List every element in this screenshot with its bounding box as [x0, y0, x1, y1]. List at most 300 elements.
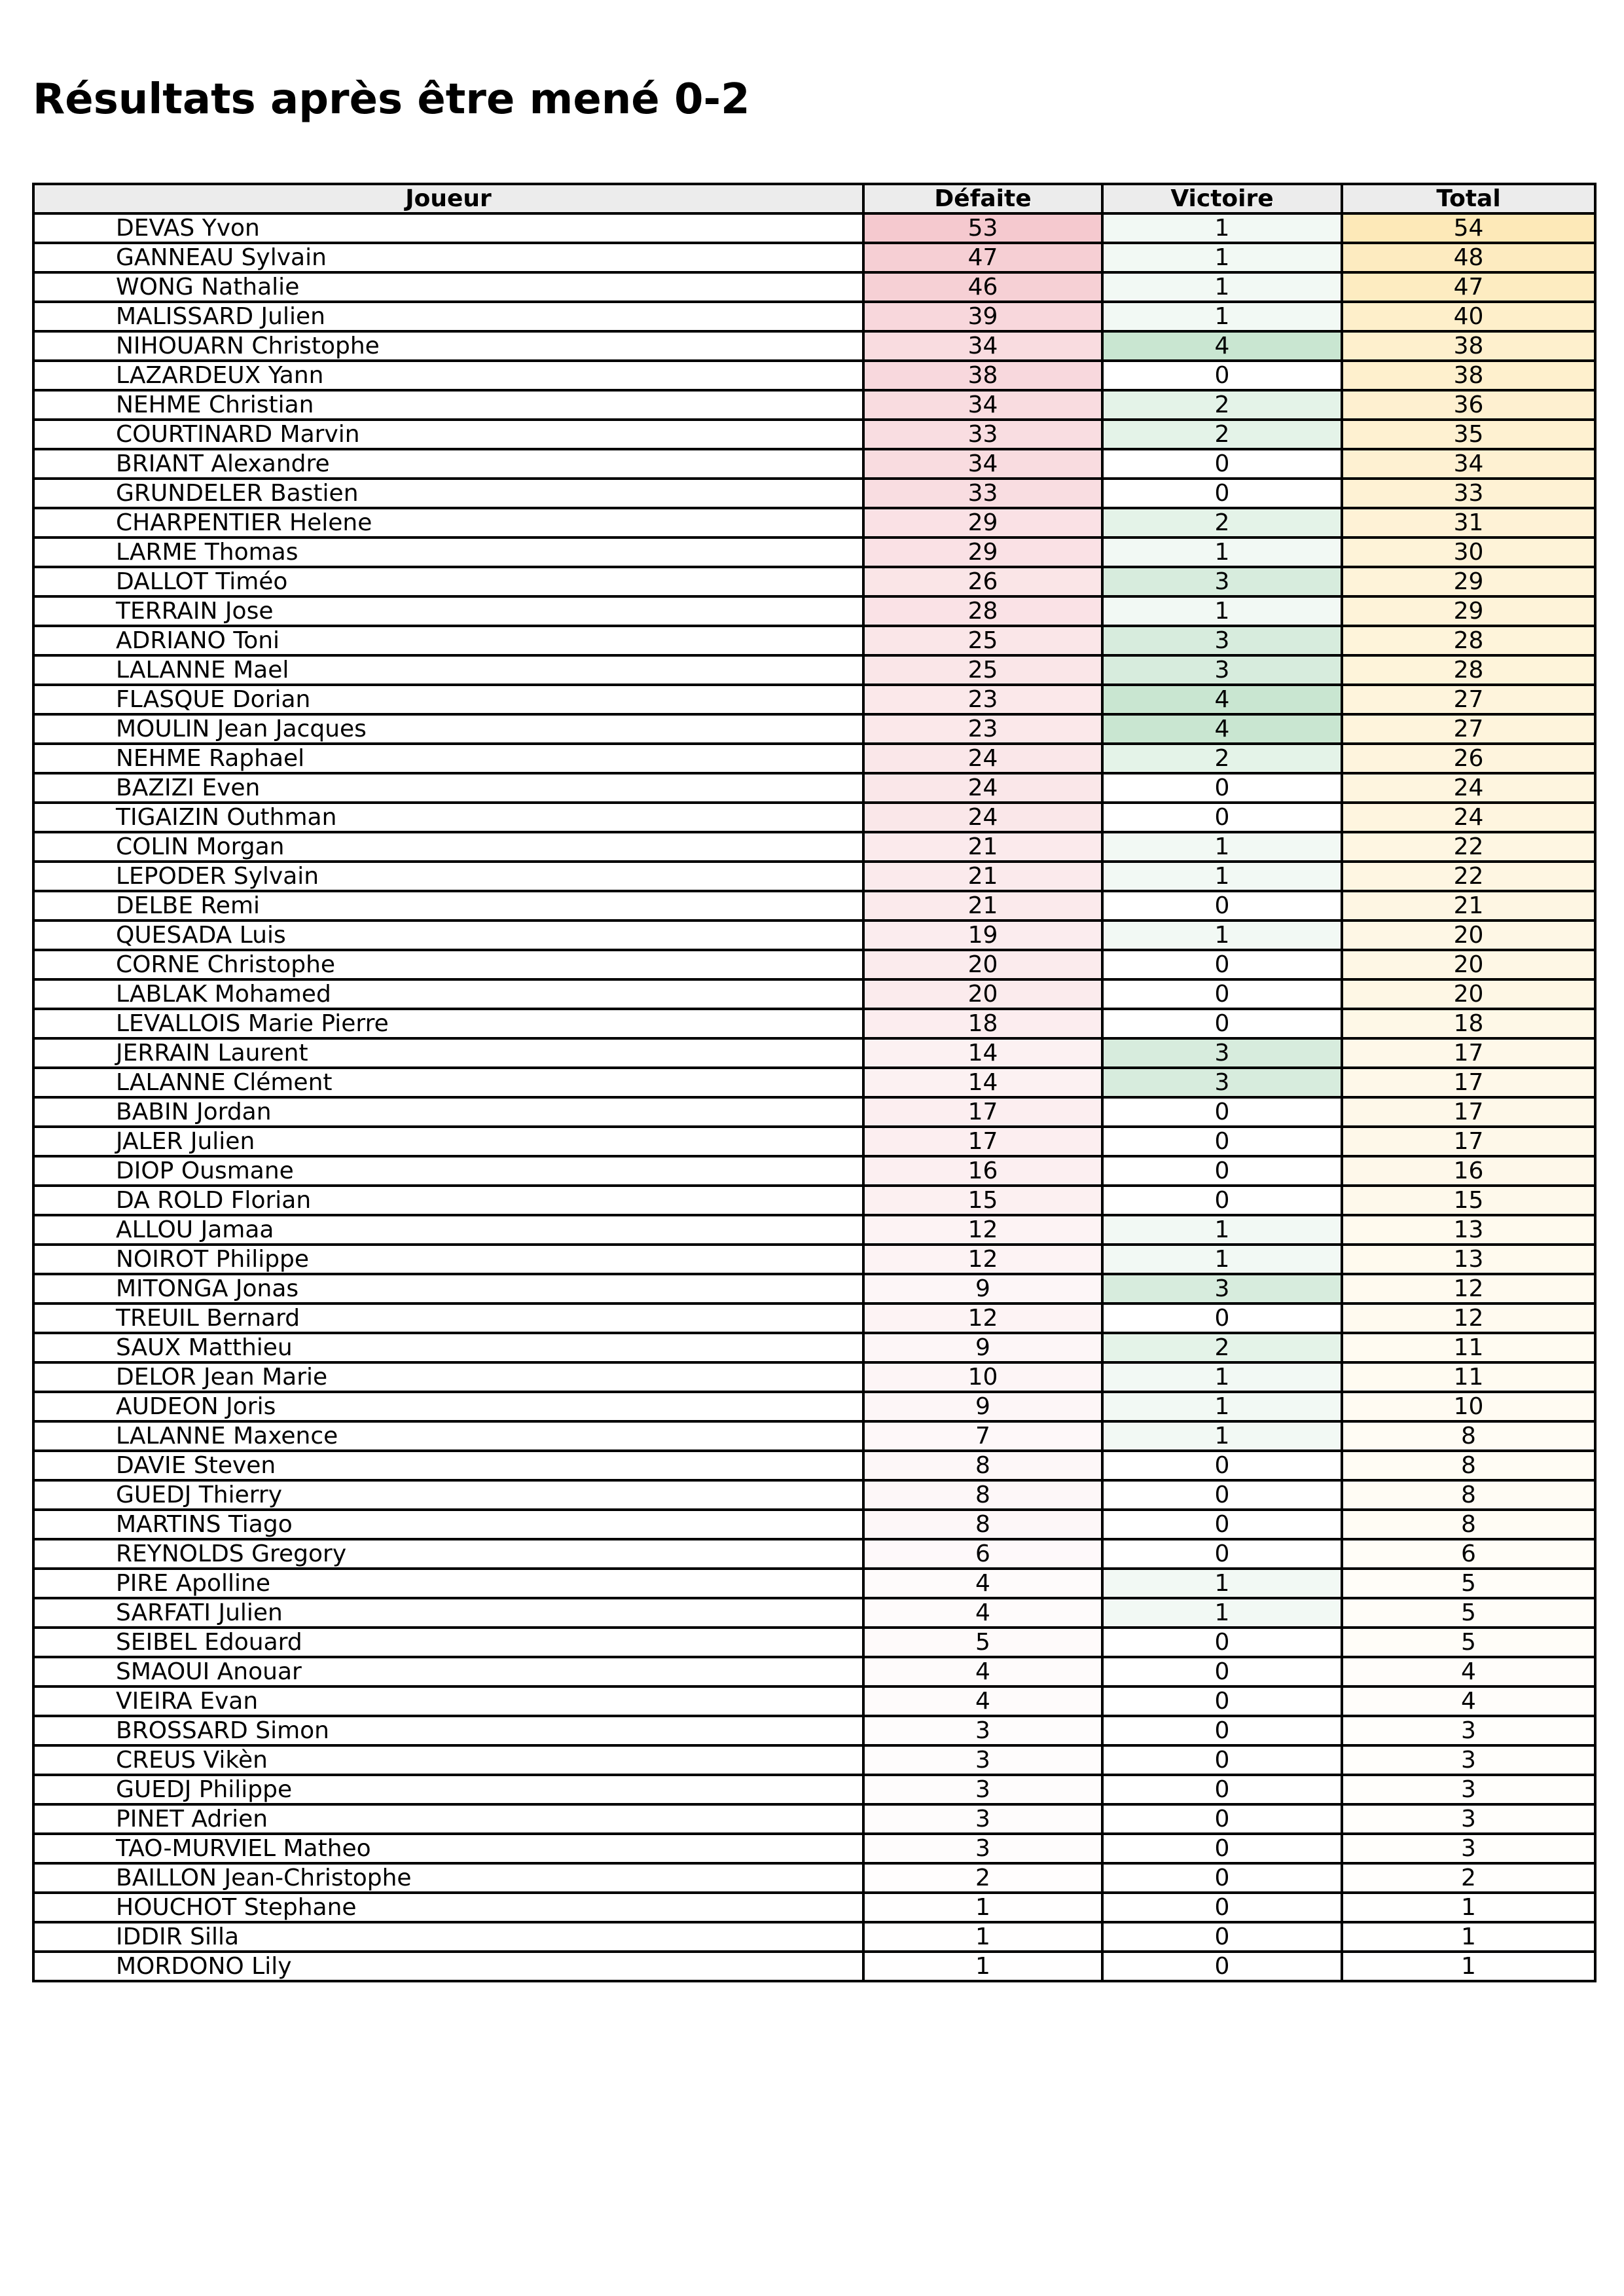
- table-row: [33, 862, 1595, 891]
- total-cell: 3: [1342, 1716, 1595, 1745]
- table-row: [33, 1480, 1595, 1510]
- defaite-cell: 4: [863, 1598, 1102, 1628]
- victoire-cell: 2: [1102, 390, 1342, 420]
- defaite-cell: 14: [863, 1068, 1102, 1097]
- victoire-cell: 0: [1102, 479, 1342, 508]
- victoire-cell: 3: [1102, 1274, 1342, 1303]
- victoire-cell: 2: [1102, 1333, 1342, 1362]
- victoire-cell: 0: [1102, 803, 1342, 832]
- defaite-cell: 24: [863, 773, 1102, 803]
- total-cell: 8: [1342, 1510, 1595, 1539]
- table-row: [33, 1686, 1595, 1716]
- total-cell: 17: [1342, 1068, 1595, 1097]
- victoire-cell: 4: [1102, 685, 1342, 714]
- table-row: [33, 1303, 1595, 1333]
- player-name-cell: ALLOU Jamaa: [33, 1215, 863, 1245]
- victoire-cell: 0: [1102, 361, 1342, 390]
- table-row: [33, 1510, 1595, 1539]
- table-row: [33, 1952, 1595, 1981]
- victoire-cell: 1: [1102, 596, 1342, 626]
- defaite-cell: 24: [863, 744, 1102, 773]
- table-row: [33, 479, 1595, 508]
- victoire-cell: 0: [1102, 773, 1342, 803]
- player-name-cell: GUEDJ Philippe: [33, 1775, 863, 1804]
- victoire-cell: 0: [1102, 1863, 1342, 1893]
- total-cell: 4: [1342, 1686, 1595, 1716]
- defaite-cell: 9: [863, 1333, 1102, 1362]
- defaite-cell: 14: [863, 1038, 1102, 1068]
- total-cell: 28: [1342, 626, 1595, 655]
- table-row: [33, 1038, 1595, 1068]
- defaite-cell: 1: [863, 1952, 1102, 1981]
- player-name-cell: DA ROLD Florian: [33, 1186, 863, 1215]
- table-row: [33, 1068, 1595, 1097]
- player-name-cell: DELBE Remi: [33, 891, 863, 920]
- defaite-cell: 19: [863, 920, 1102, 950]
- total-cell: 8: [1342, 1480, 1595, 1510]
- victoire-cell: 1: [1102, 920, 1342, 950]
- player-name-cell: LEVALLOIS Marie Pierre: [33, 1009, 863, 1038]
- player-name-cell: BAZIZI Even: [33, 773, 863, 803]
- player-name-cell: PIRE Apolline: [33, 1569, 863, 1598]
- total-cell: 30: [1342, 538, 1595, 567]
- table-header: [33, 184, 1595, 213]
- total-cell: 15: [1342, 1186, 1595, 1215]
- total-cell: 40: [1342, 302, 1595, 331]
- total-cell: 1: [1342, 1922, 1595, 1952]
- total-cell: 5: [1342, 1569, 1595, 1598]
- victoire-cell: 0: [1102, 1952, 1342, 1981]
- defaite-cell: 4: [863, 1569, 1102, 1598]
- defaite-cell: 12: [863, 1215, 1102, 1245]
- total-cell: 29: [1342, 567, 1595, 596]
- defaite-cell: 3: [863, 1775, 1102, 1804]
- total-cell: 5: [1342, 1628, 1595, 1657]
- total-cell: 22: [1342, 832, 1595, 862]
- victoire-cell: 1: [1102, 1598, 1342, 1628]
- victoire-cell: 0: [1102, 891, 1342, 920]
- defaite-cell: 16: [863, 1156, 1102, 1186]
- total-cell: 34: [1342, 449, 1595, 479]
- table-row: [33, 1245, 1595, 1274]
- player-name-cell: BAILLON Jean-Christophe: [33, 1863, 863, 1893]
- defaite-cell: 23: [863, 714, 1102, 744]
- victoire-cell: 0: [1102, 1127, 1342, 1156]
- player-name-cell: MALISSARD Julien: [33, 302, 863, 331]
- defaite-cell: 1: [863, 1893, 1102, 1922]
- total-cell: 38: [1342, 361, 1595, 390]
- defaite-cell: 33: [863, 479, 1102, 508]
- total-cell: 36: [1342, 390, 1595, 420]
- total-cell: 16: [1342, 1156, 1595, 1186]
- player-name-cell: QUESADA Luis: [33, 920, 863, 950]
- victoire-cell: 0: [1102, 1303, 1342, 1333]
- player-name-cell: BROSSARD Simon: [33, 1716, 863, 1745]
- table-row: [33, 1863, 1595, 1893]
- table-row: [33, 1333, 1595, 1362]
- victoire-cell: 0: [1102, 1156, 1342, 1186]
- defaite-cell: 25: [863, 626, 1102, 655]
- table-body: [33, 213, 1595, 1981]
- header-total: Total: [1342, 184, 1595, 213]
- player-name-cell: LAZARDEUX Yann: [33, 361, 863, 390]
- player-name-cell: HOUCHOT Stephane: [33, 1893, 863, 1922]
- victoire-cell: 0: [1102, 1539, 1342, 1569]
- table-row: [33, 626, 1595, 655]
- defaite-cell: 3: [863, 1834, 1102, 1863]
- total-cell: 13: [1342, 1215, 1595, 1245]
- victoire-cell: 0: [1102, 1775, 1342, 1804]
- victoire-cell: 1: [1102, 538, 1342, 567]
- player-name-cell: REYNOLDS Gregory: [33, 1539, 863, 1569]
- player-name-cell: MITONGA Jonas: [33, 1274, 863, 1303]
- defaite-cell: 39: [863, 302, 1102, 331]
- total-cell: 22: [1342, 862, 1595, 891]
- defaite-cell: 17: [863, 1097, 1102, 1127]
- defaite-cell: 12: [863, 1303, 1102, 1333]
- table-row: [33, 714, 1595, 744]
- player-name-cell: SEIBEL Edouard: [33, 1628, 863, 1657]
- defaite-cell: 3: [863, 1804, 1102, 1834]
- victoire-cell: 1: [1102, 1215, 1342, 1245]
- total-cell: 5: [1342, 1598, 1595, 1628]
- victoire-cell: 0: [1102, 1834, 1342, 1863]
- table-row: [33, 331, 1595, 361]
- total-cell: 12: [1342, 1303, 1595, 1333]
- victoire-cell: 1: [1102, 302, 1342, 331]
- player-name-cell: TERRAIN Jose: [33, 596, 863, 626]
- player-name-cell: IDDIR Silla: [33, 1922, 863, 1952]
- victoire-cell: 0: [1102, 449, 1342, 479]
- player-name-cell: NIHOUARN Christophe: [33, 331, 863, 361]
- table-row: [33, 390, 1595, 420]
- player-name-cell: LALANNE Mael: [33, 655, 863, 685]
- table-row: [33, 449, 1595, 479]
- table-row: [33, 950, 1595, 979]
- defaite-cell: 9: [863, 1392, 1102, 1421]
- defaite-cell: 3: [863, 1716, 1102, 1745]
- player-name-cell: TIGAIZIN Outhman: [33, 803, 863, 832]
- total-cell: 6: [1342, 1539, 1595, 1569]
- defaite-cell: 53: [863, 213, 1102, 243]
- player-name-cell: BABIN Jordan: [33, 1097, 863, 1127]
- table-row: [33, 773, 1595, 803]
- total-cell: 8: [1342, 1421, 1595, 1451]
- defaite-cell: 29: [863, 508, 1102, 538]
- defaite-cell: 20: [863, 979, 1102, 1009]
- total-cell: 24: [1342, 803, 1595, 832]
- victoire-cell: 0: [1102, 1922, 1342, 1952]
- player-name-cell: JALER Julien: [33, 1127, 863, 1156]
- total-cell: 3: [1342, 1775, 1595, 1804]
- table-row: [33, 1097, 1595, 1127]
- victoire-cell: 0: [1102, 1804, 1342, 1834]
- victoire-cell: 0: [1102, 1686, 1342, 1716]
- player-name-cell: ADRIANO Toni: [33, 626, 863, 655]
- player-name-cell: LARME Thomas: [33, 538, 863, 567]
- total-cell: 27: [1342, 685, 1595, 714]
- defaite-cell: 6: [863, 1539, 1102, 1569]
- victoire-cell: 0: [1102, 1480, 1342, 1510]
- victoire-cell: 1: [1102, 1245, 1342, 1274]
- defaite-cell: 18: [863, 1009, 1102, 1038]
- table-row: [33, 1451, 1595, 1480]
- total-cell: 24: [1342, 773, 1595, 803]
- defaite-cell: 34: [863, 331, 1102, 361]
- player-name-cell: GUEDJ Thierry: [33, 1480, 863, 1510]
- table-row: [33, 1392, 1595, 1421]
- total-cell: 1: [1342, 1893, 1595, 1922]
- player-name-cell: CHARPENTIER Helene: [33, 508, 863, 538]
- victoire-cell: 3: [1102, 1038, 1342, 1068]
- defaite-cell: 26: [863, 567, 1102, 596]
- defaite-cell: 1: [863, 1922, 1102, 1952]
- table-row: [33, 1127, 1595, 1156]
- table-row: [33, 1362, 1595, 1392]
- victoire-cell: 1: [1102, 862, 1342, 891]
- table-row: [33, 1156, 1595, 1186]
- table-row: [33, 920, 1595, 950]
- total-cell: 47: [1342, 272, 1595, 302]
- defaite-cell: 17: [863, 1127, 1102, 1156]
- table-row: [33, 538, 1595, 567]
- total-cell: 48: [1342, 243, 1595, 272]
- table-row: [33, 1804, 1595, 1834]
- total-cell: 20: [1342, 979, 1595, 1009]
- victoire-cell: 1: [1102, 832, 1342, 862]
- defaite-cell: 2: [863, 1863, 1102, 1893]
- player-name-cell: NEHME Christian: [33, 390, 863, 420]
- player-name-cell: FLASQUE Dorian: [33, 685, 863, 714]
- player-name-cell: CORNE Christophe: [33, 950, 863, 979]
- defaite-cell: 46: [863, 272, 1102, 302]
- victoire-cell: 1: [1102, 1421, 1342, 1451]
- total-cell: 21: [1342, 891, 1595, 920]
- total-cell: 31: [1342, 508, 1595, 538]
- total-cell: 20: [1342, 950, 1595, 979]
- total-cell: 8: [1342, 1451, 1595, 1480]
- total-cell: 38: [1342, 331, 1595, 361]
- player-name-cell: MORDONO Lily: [33, 1952, 863, 1981]
- total-cell: 13: [1342, 1245, 1595, 1274]
- victoire-cell: 1: [1102, 1362, 1342, 1392]
- total-cell: 17: [1342, 1097, 1595, 1127]
- total-cell: 28: [1342, 655, 1595, 685]
- player-name-cell: LALANNE Maxence: [33, 1421, 863, 1451]
- header-row: [33, 184, 1595, 213]
- victoire-cell: 0: [1102, 950, 1342, 979]
- victoire-cell: 0: [1102, 979, 1342, 1009]
- player-name-cell: JERRAIN Laurent: [33, 1038, 863, 1068]
- table-row: [33, 1628, 1595, 1657]
- table-row: [33, 1274, 1595, 1303]
- total-cell: 3: [1342, 1745, 1595, 1775]
- defaite-cell: 15: [863, 1186, 1102, 1215]
- total-cell: 18: [1342, 1009, 1595, 1038]
- defaite-cell: 20: [863, 950, 1102, 979]
- player-name-cell: COLIN Morgan: [33, 832, 863, 862]
- player-name-cell: SMAOUI Anouar: [33, 1657, 863, 1686]
- victoire-cell: 2: [1102, 420, 1342, 449]
- total-cell: 29: [1342, 596, 1595, 626]
- total-cell: 11: [1342, 1362, 1595, 1392]
- player-name-cell: SAUX Matthieu: [33, 1333, 863, 1362]
- player-name-cell: DELOR Jean Marie: [33, 1362, 863, 1392]
- player-name-cell: LEPODER Sylvain: [33, 862, 863, 891]
- player-name-cell: MOULIN Jean Jacques: [33, 714, 863, 744]
- defaite-cell: 4: [863, 1686, 1102, 1716]
- player-name-cell: GRUNDELER Bastien: [33, 479, 863, 508]
- table-row: [33, 596, 1595, 626]
- table-row: [33, 361, 1595, 390]
- player-name-cell: NOIROT Philippe: [33, 1245, 863, 1274]
- defaite-cell: 28: [863, 596, 1102, 626]
- table-row: [33, 1893, 1595, 1922]
- victoire-cell: 0: [1102, 1628, 1342, 1657]
- table-row: [33, 1922, 1595, 1952]
- table-row: [33, 891, 1595, 920]
- defaite-cell: 8: [863, 1510, 1102, 1539]
- player-name-cell: BRIANT Alexandre: [33, 449, 863, 479]
- player-name-cell: AUDEON Joris: [33, 1392, 863, 1421]
- header-victoire: Victoire: [1102, 184, 1342, 213]
- player-name-cell: MARTINS Tiago: [33, 1510, 863, 1539]
- table-row: [33, 1598, 1595, 1628]
- victoire-cell: 0: [1102, 1186, 1342, 1215]
- defaite-cell: 4: [863, 1657, 1102, 1686]
- table-row: [33, 1009, 1595, 1038]
- table-row: [33, 744, 1595, 773]
- total-cell: 17: [1342, 1127, 1595, 1156]
- defaite-cell: 25: [863, 655, 1102, 685]
- table-row: [33, 508, 1595, 538]
- player-name-cell: COURTINARD Marvin: [33, 420, 863, 449]
- victoire-cell: 2: [1102, 508, 1342, 538]
- victoire-cell: 3: [1102, 655, 1342, 685]
- defaite-cell: 5: [863, 1628, 1102, 1657]
- victoire-cell: 0: [1102, 1009, 1342, 1038]
- table-row: [33, 1834, 1595, 1863]
- table-row: [33, 1421, 1595, 1451]
- victoire-cell: 1: [1102, 1392, 1342, 1421]
- victoire-cell: 0: [1102, 1893, 1342, 1922]
- defaite-cell: 38: [863, 361, 1102, 390]
- total-cell: 26: [1342, 744, 1595, 773]
- victoire-cell: 0: [1102, 1716, 1342, 1745]
- table-row: [33, 567, 1595, 596]
- table-row: [33, 1716, 1595, 1745]
- victoire-cell: 3: [1102, 1068, 1342, 1097]
- player-name-cell: TREUIL Bernard: [33, 1303, 863, 1333]
- player-name-cell: DALLOT Timéo: [33, 567, 863, 596]
- player-name-cell: PINET Adrien: [33, 1804, 863, 1834]
- table-row: [33, 1569, 1595, 1598]
- victoire-cell: 0: [1102, 1097, 1342, 1127]
- total-cell: 3: [1342, 1804, 1595, 1834]
- table-row: [33, 685, 1595, 714]
- defaite-cell: 33: [863, 420, 1102, 449]
- table-row: [33, 420, 1595, 449]
- page-title: Résultats après être mené 0-2: [33, 75, 750, 124]
- victoire-cell: 0: [1102, 1510, 1342, 1539]
- defaite-cell: 10: [863, 1362, 1102, 1392]
- defaite-cell: 29: [863, 538, 1102, 567]
- total-cell: 27: [1342, 714, 1595, 744]
- defaite-cell: 8: [863, 1480, 1102, 1510]
- player-name-cell: CREUS Vikèn: [33, 1745, 863, 1775]
- player-name-cell: TAO-MURVIEL Matheo: [33, 1834, 863, 1863]
- header-joueur: Joueur: [33, 184, 863, 213]
- total-cell: 54: [1342, 213, 1595, 243]
- player-name-cell: SARFATI Julien: [33, 1598, 863, 1628]
- table-row: [33, 243, 1595, 272]
- player-name-cell: VIEIRA Evan: [33, 1686, 863, 1716]
- defaite-cell: 21: [863, 862, 1102, 891]
- total-cell: 3: [1342, 1834, 1595, 1863]
- table-row: [33, 1745, 1595, 1775]
- table-row: [33, 1657, 1595, 1686]
- victoire-cell: 0: [1102, 1451, 1342, 1480]
- table-row: [33, 272, 1595, 302]
- table-row: [33, 213, 1595, 243]
- total-cell: 11: [1342, 1333, 1595, 1362]
- table-row: [33, 1186, 1595, 1215]
- total-cell: 17: [1342, 1038, 1595, 1068]
- table-row: [33, 302, 1595, 331]
- table-row: [33, 979, 1595, 1009]
- total-cell: 35: [1342, 420, 1595, 449]
- table-row: [33, 832, 1595, 862]
- total-cell: 20: [1342, 920, 1595, 950]
- player-name-cell: NEHME Raphael: [33, 744, 863, 773]
- total-cell: 2: [1342, 1863, 1595, 1893]
- victoire-cell: 0: [1102, 1745, 1342, 1775]
- total-cell: 4: [1342, 1657, 1595, 1686]
- header-defaite: Défaite: [863, 184, 1102, 213]
- table-row: [33, 1539, 1595, 1569]
- player-name-cell: GANNEAU Sylvain: [33, 243, 863, 272]
- results-table: [32, 183, 1597, 1982]
- victoire-cell: 3: [1102, 567, 1342, 596]
- victoire-cell: 1: [1102, 243, 1342, 272]
- victoire-cell: 4: [1102, 714, 1342, 744]
- victoire-cell: 1: [1102, 1569, 1342, 1598]
- player-name-cell: DEVAS Yvon: [33, 213, 863, 243]
- total-cell: 10: [1342, 1392, 1595, 1421]
- table-row: [33, 1775, 1595, 1804]
- defaite-cell: 21: [863, 891, 1102, 920]
- victoire-cell: 3: [1102, 626, 1342, 655]
- victoire-cell: 0: [1102, 1657, 1342, 1686]
- defaite-cell: 8: [863, 1451, 1102, 1480]
- victoire-cell: 4: [1102, 331, 1342, 361]
- defaite-cell: 9: [863, 1274, 1102, 1303]
- player-name-cell: DIOP Ousmane: [33, 1156, 863, 1186]
- defaite-cell: 24: [863, 803, 1102, 832]
- player-name-cell: DAVIE Steven: [33, 1451, 863, 1480]
- defaite-cell: 21: [863, 832, 1102, 862]
- defaite-cell: 34: [863, 449, 1102, 479]
- defaite-cell: 47: [863, 243, 1102, 272]
- victoire-cell: 1: [1102, 213, 1342, 243]
- victoire-cell: 1: [1102, 272, 1342, 302]
- player-name-cell: LALANNE Clément: [33, 1068, 863, 1097]
- player-name-cell: WONG Nathalie: [33, 272, 863, 302]
- defaite-cell: 3: [863, 1745, 1102, 1775]
- total-cell: 12: [1342, 1274, 1595, 1303]
- defaite-cell: 7: [863, 1421, 1102, 1451]
- total-cell: 33: [1342, 479, 1595, 508]
